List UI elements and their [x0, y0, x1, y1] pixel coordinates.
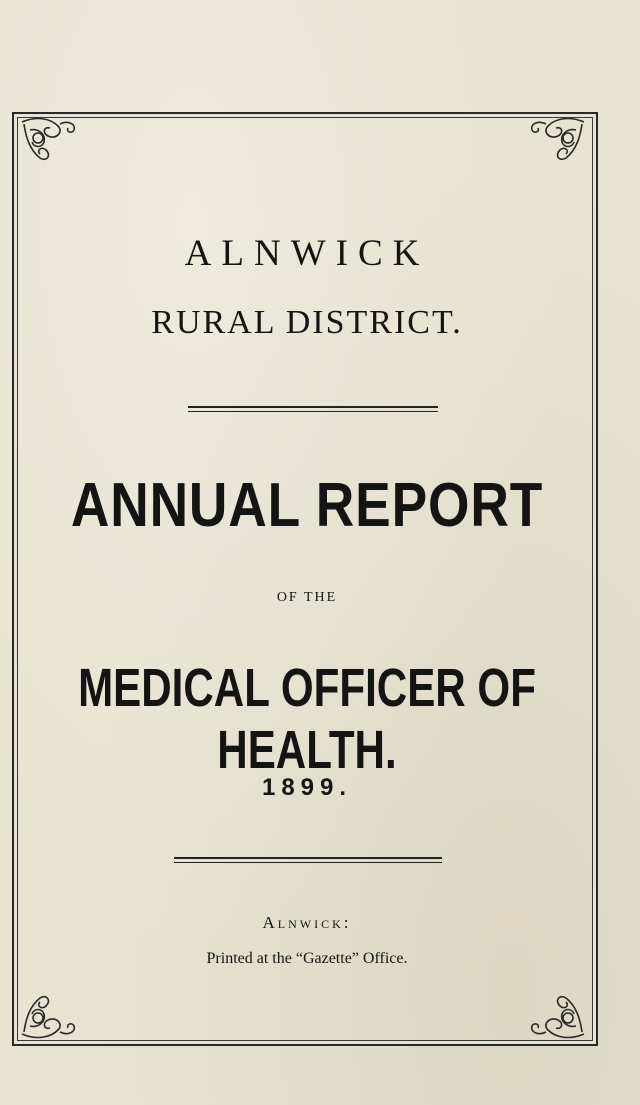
district-name: ALNWICK: [184, 233, 430, 274]
scroll-ornament-icon: [16, 114, 86, 184]
scroll-ornament-icon: [16, 972, 86, 1042]
of-the-label: OF THE: [276, 590, 338, 605]
imprint-printer: Printed at the “Gazette” Office.: [206, 950, 408, 967]
district-type: RURAL DISTRICT.: [151, 304, 463, 341]
scroll-ornament-icon: [520, 114, 590, 184]
imprint-place: Alnwick:: [262, 913, 352, 932]
scroll-ornament-icon: [520, 972, 590, 1042]
report-title: ANNUAL REPORT: [70, 471, 544, 540]
double-rule-bottom: [174, 857, 442, 859]
double-rule-top: [188, 406, 438, 408]
officer-title: MEDICAL OFFICER OF HEALTH.: [78, 658, 536, 780]
report-year: 1899.: [261, 774, 353, 801]
